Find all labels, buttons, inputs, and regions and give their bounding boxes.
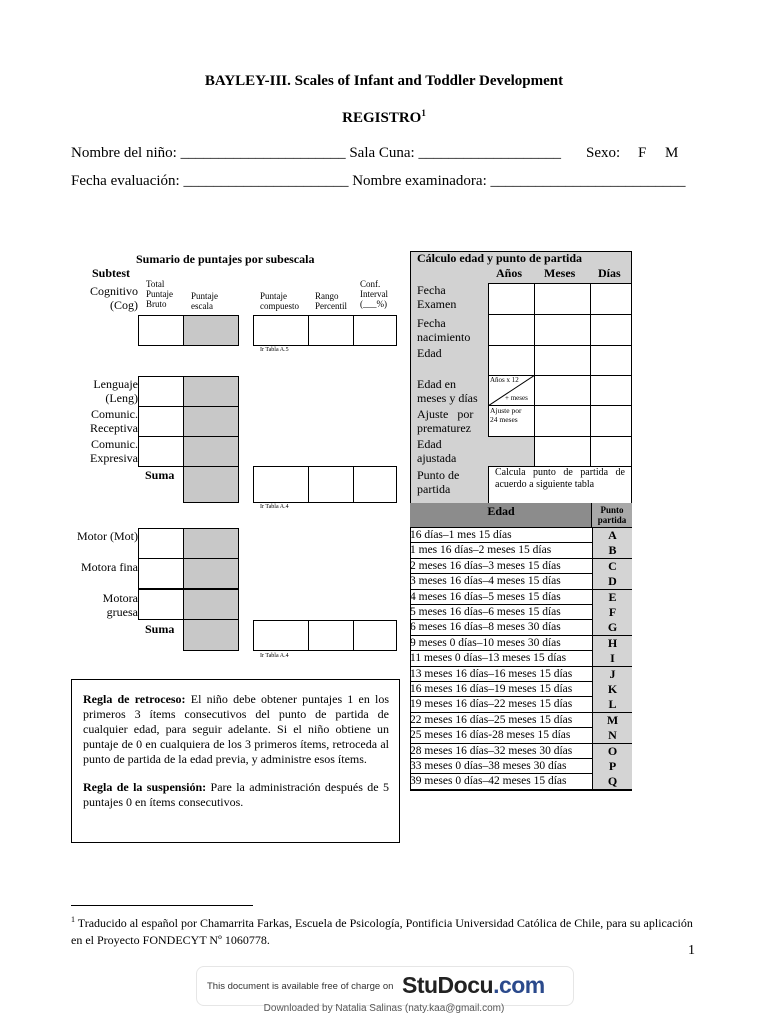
studocu-logo[interactable]: StuDocu.com xyxy=(402,972,545,998)
footnote-rule xyxy=(71,905,253,906)
sex-label: Sexo: xyxy=(586,145,621,161)
expresiva-label: Comunic. Expresiva xyxy=(90,437,138,465)
age-row xyxy=(410,697,632,712)
leng-bruto-input[interactable] xyxy=(138,376,184,407)
rules-box xyxy=(71,679,400,843)
edad-meses-total-input[interactable] xyxy=(534,375,591,406)
start-letter: L xyxy=(592,697,632,712)
calc-title: Cálculo edad y punto de partida xyxy=(417,251,583,265)
lenguaje-label: Lenguaje (Leng) xyxy=(93,377,138,405)
subtitle-footnote-mark: 1 xyxy=(421,108,426,118)
start-letter: K xyxy=(592,682,632,697)
leng-interval-input[interactable] xyxy=(353,466,397,503)
examen-meses-input[interactable] xyxy=(534,283,591,315)
mot-compuesto-input[interactable] xyxy=(253,620,309,651)
age-row xyxy=(410,543,632,558)
age-range: 39 meses 0 días–42 meses 15 días xyxy=(410,775,567,788)
edad-ajustada-label: Edad ajustada xyxy=(417,437,457,465)
age-header-punto: Punto partida xyxy=(591,503,632,528)
start-letter: N xyxy=(592,728,632,743)
start-letter: C xyxy=(592,559,632,574)
punto-partida-cell[interactable] xyxy=(488,466,632,504)
ajuste-por-text: Ajuste por 24 meses xyxy=(490,406,522,424)
start-letter: G xyxy=(592,620,632,635)
col-puntaje-compuesto: Puntaje compuesto xyxy=(260,291,299,311)
start-letter: I xyxy=(592,651,632,666)
document-title: BAYLEY-III. Scales of Infant and Toddler Development xyxy=(204,73,564,89)
col-total-bruto: Total Puntaje Bruto xyxy=(146,279,173,309)
motor-label: Motor (Mot) xyxy=(77,529,138,543)
anios-x12-text: Años x 12 xyxy=(490,376,519,384)
nac-meses-input[interactable] xyxy=(534,314,591,346)
age-row xyxy=(410,620,632,635)
start-letter: J xyxy=(592,667,632,682)
start-letter: B xyxy=(592,543,632,558)
start-letter: E xyxy=(592,590,632,605)
fecha-nacimiento-label: Fecha nacimiento xyxy=(417,316,471,344)
start-letter: A xyxy=(592,528,632,543)
col-dias: Días xyxy=(598,266,621,280)
col-anios: Años xyxy=(496,266,523,280)
edad-meses-calc-cell[interactable] xyxy=(488,375,535,406)
gruesa-escala-input[interactable] xyxy=(183,589,239,620)
edad-label: Edad xyxy=(417,346,442,360)
cog-percentil-input[interactable] xyxy=(308,315,354,346)
age-range: 25 meses 16 días-28 meses 15 días xyxy=(410,729,571,742)
cog-escala-input[interactable] xyxy=(183,315,239,346)
nac-anios-input[interactable] xyxy=(488,314,535,346)
sex-f-option[interactable]: F xyxy=(638,145,647,161)
start-letter: Q xyxy=(592,774,632,789)
tabla-a5-note: Ir Tabla A.5 xyxy=(260,347,289,353)
ajuste-meses-input[interactable] xyxy=(534,405,591,437)
age-range: 13 meses 16 días–16 meses 15 días xyxy=(410,667,573,680)
footnote: $^1$ Traducido al español por Chamarrita Farkas, Escuela de Psicología, Pontificia Universidad Católica de Chile, para su aplicación en el Proyecto FONDECYT Nº 1060778. xyxy=(71,915,693,947)
age-range: 22 meses 16 días–25 meses 15 días xyxy=(410,713,573,726)
fina-escala-input[interactable] xyxy=(183,558,239,589)
mas-meses-text: + meses xyxy=(505,394,528,402)
age-range: 16 días–1 mes 15 días xyxy=(410,529,512,541)
page-number: 1 xyxy=(688,943,695,958)
subtitle-text: REGISTRO xyxy=(342,110,422,126)
age-row xyxy=(410,682,632,697)
mot-escala-input[interactable] xyxy=(183,528,239,559)
nac-dias-input[interactable] xyxy=(590,314,632,346)
mot-suma-input[interactable] xyxy=(183,619,239,651)
recep-escala-input[interactable] xyxy=(183,406,239,437)
suma-label-motor: Suma xyxy=(145,622,175,636)
age-row xyxy=(410,574,632,589)
age-row xyxy=(410,651,632,666)
document-subtitle xyxy=(0,108,768,127)
ajustada-meses-input[interactable] xyxy=(534,436,591,467)
sex-m-option[interactable]: M xyxy=(665,145,679,161)
punto-partida-label: Punto de partida xyxy=(417,468,460,496)
age-row xyxy=(410,528,632,543)
age-row xyxy=(410,744,632,759)
edad-anios-input[interactable] xyxy=(488,345,535,376)
age-row xyxy=(410,774,632,789)
start-letter: O xyxy=(592,744,632,759)
gruesa-label: Motora gruesa xyxy=(102,591,138,619)
form-line-name: Nombre del niño: ______________________ Sala Cuna: ___________________ xyxy=(71,145,561,161)
cog-compuesto-input[interactable] xyxy=(253,315,309,346)
mot-interval-input[interactable] xyxy=(353,620,397,651)
fecha-examen-label: Fecha Examen xyxy=(417,283,457,311)
retroceso-rule: Regla de retroceso: El niño debe obtener puntajes 1 en los primeros 3 ítems consecutivos del punto de partida de cualquier edad, para seguir adelante. Si el niño obtiene un puntaje de 0 en cualquiera de los 3 primeros ítems, retroceda al punto de partida de la edad previa, y administre esos ítems. xyxy=(83,692,390,766)
age-row xyxy=(410,636,632,651)
age-range: 6 meses 16 días–8 meses 30 días xyxy=(410,621,561,634)
ajuste-cell[interactable] xyxy=(488,405,535,437)
col-conf-interval: Conf. Interval (___%) xyxy=(360,279,388,309)
start-letter: D xyxy=(592,574,632,589)
age-range: 28 meses 16 días–32 meses 30 días xyxy=(410,744,573,757)
col-puntaje-escala: Puntaje escala xyxy=(191,291,218,311)
age-row xyxy=(410,713,632,728)
age-range: 2 meses 16 días–3 meses 15 días xyxy=(410,559,561,572)
downloaded-by: Downloaded by Natalia Salinas (naty.kaa@gmail.com) xyxy=(263,1003,505,1014)
col-meses: Meses xyxy=(544,266,576,280)
age-header-edad: Edad xyxy=(410,503,592,528)
age-range: 19 meses 16 días–22 meses 15 días xyxy=(410,698,573,711)
age-range: 9 meses 0 días–10 meses 30 días xyxy=(410,636,561,649)
start-letter: F xyxy=(592,605,632,620)
mot-percentil-input[interactable] xyxy=(308,620,354,651)
fina-label: Motora fina xyxy=(81,560,138,574)
recep-bruto-input[interactable] xyxy=(138,406,184,437)
start-letter: H xyxy=(592,636,632,651)
cognitivo-label: Cognitivo (Cog) xyxy=(89,284,138,312)
tabla-a4-note-2: Ir Tabla A.4 xyxy=(260,653,289,659)
subtest-label: Subtest xyxy=(92,266,131,280)
age-range: 4 meses 16 días–5 meses 15 días xyxy=(410,590,561,603)
age-row xyxy=(410,728,632,743)
examen-anios-input[interactable] xyxy=(488,283,535,315)
age-row xyxy=(410,590,632,605)
age-row xyxy=(410,605,632,620)
examen-dias-input[interactable] xyxy=(590,283,632,315)
leng-percentil-input[interactable] xyxy=(308,466,354,503)
leng-escala-input[interactable] xyxy=(183,376,239,407)
leng-compuesto-input[interactable] xyxy=(253,466,309,503)
banner-text: This document is available free of charge on xyxy=(207,981,394,992)
tabla-a4-note-1: Ir Tabla A.4 xyxy=(260,504,289,510)
cog-bruto-input[interactable] xyxy=(138,315,184,346)
start-letter: M xyxy=(592,713,632,728)
expr-bruto-input[interactable] xyxy=(138,436,184,467)
ajuste-dias-input[interactable] xyxy=(590,405,632,437)
ajustada-dias-input[interactable] xyxy=(590,436,632,467)
start-letter: P xyxy=(592,759,632,774)
summary-title: Sumario de puntajes por subescala xyxy=(136,252,315,266)
suspension-rule: Regla de la suspensión: Pare la administración después de 5 puntajes 0 en ítems consecutivos. xyxy=(83,780,389,809)
receptiva-label: Comunic. Receptiva xyxy=(90,407,138,435)
gruesa-bruto-input[interactable] xyxy=(138,589,184,620)
edad-meses-label: Edad en meses y días xyxy=(417,377,478,405)
expr-escala-input[interactable] xyxy=(183,436,239,467)
age-range: 1 mes 16 días–2 meses 15 días xyxy=(410,544,552,557)
calcula-text: Calcula punto de partida de acuerdo a siguiente tabla xyxy=(495,467,625,490)
age-range: 11 meses 0 días–13 meses 15 días xyxy=(410,652,567,665)
age-range: 16 meses 16 días–19 meses 15 días xyxy=(410,683,573,695)
leng-suma-input[interactable] xyxy=(183,466,239,503)
edad-dias-total-input[interactable] xyxy=(590,375,632,406)
suma-label-lenguaje: Suma xyxy=(145,468,175,482)
edad-meses-input[interactable] xyxy=(534,345,591,376)
form-line-date: Fecha evaluación: ______________________ Nombre examinadora: __________________________ xyxy=(71,173,686,189)
age-row xyxy=(410,667,632,682)
fina-bruto-input[interactable] xyxy=(138,558,184,589)
ajuste-label: Ajuste por prematurez xyxy=(417,407,474,435)
col-rango-percentil: Rango Percentil xyxy=(315,291,347,311)
age-row xyxy=(410,759,632,774)
age-range: 3 meses 16 días–4 meses 15 días xyxy=(410,575,561,588)
age-range: 33 meses 0 días–38 meses 30 días xyxy=(410,760,567,772)
edad-dias-input[interactable] xyxy=(590,345,632,376)
cog-interval-input[interactable] xyxy=(353,315,397,346)
mot-bruto-input[interactable] xyxy=(138,528,184,559)
age-row xyxy=(410,559,632,574)
age-range: 5 meses 16 días–6 meses 15 días xyxy=(410,606,561,618)
